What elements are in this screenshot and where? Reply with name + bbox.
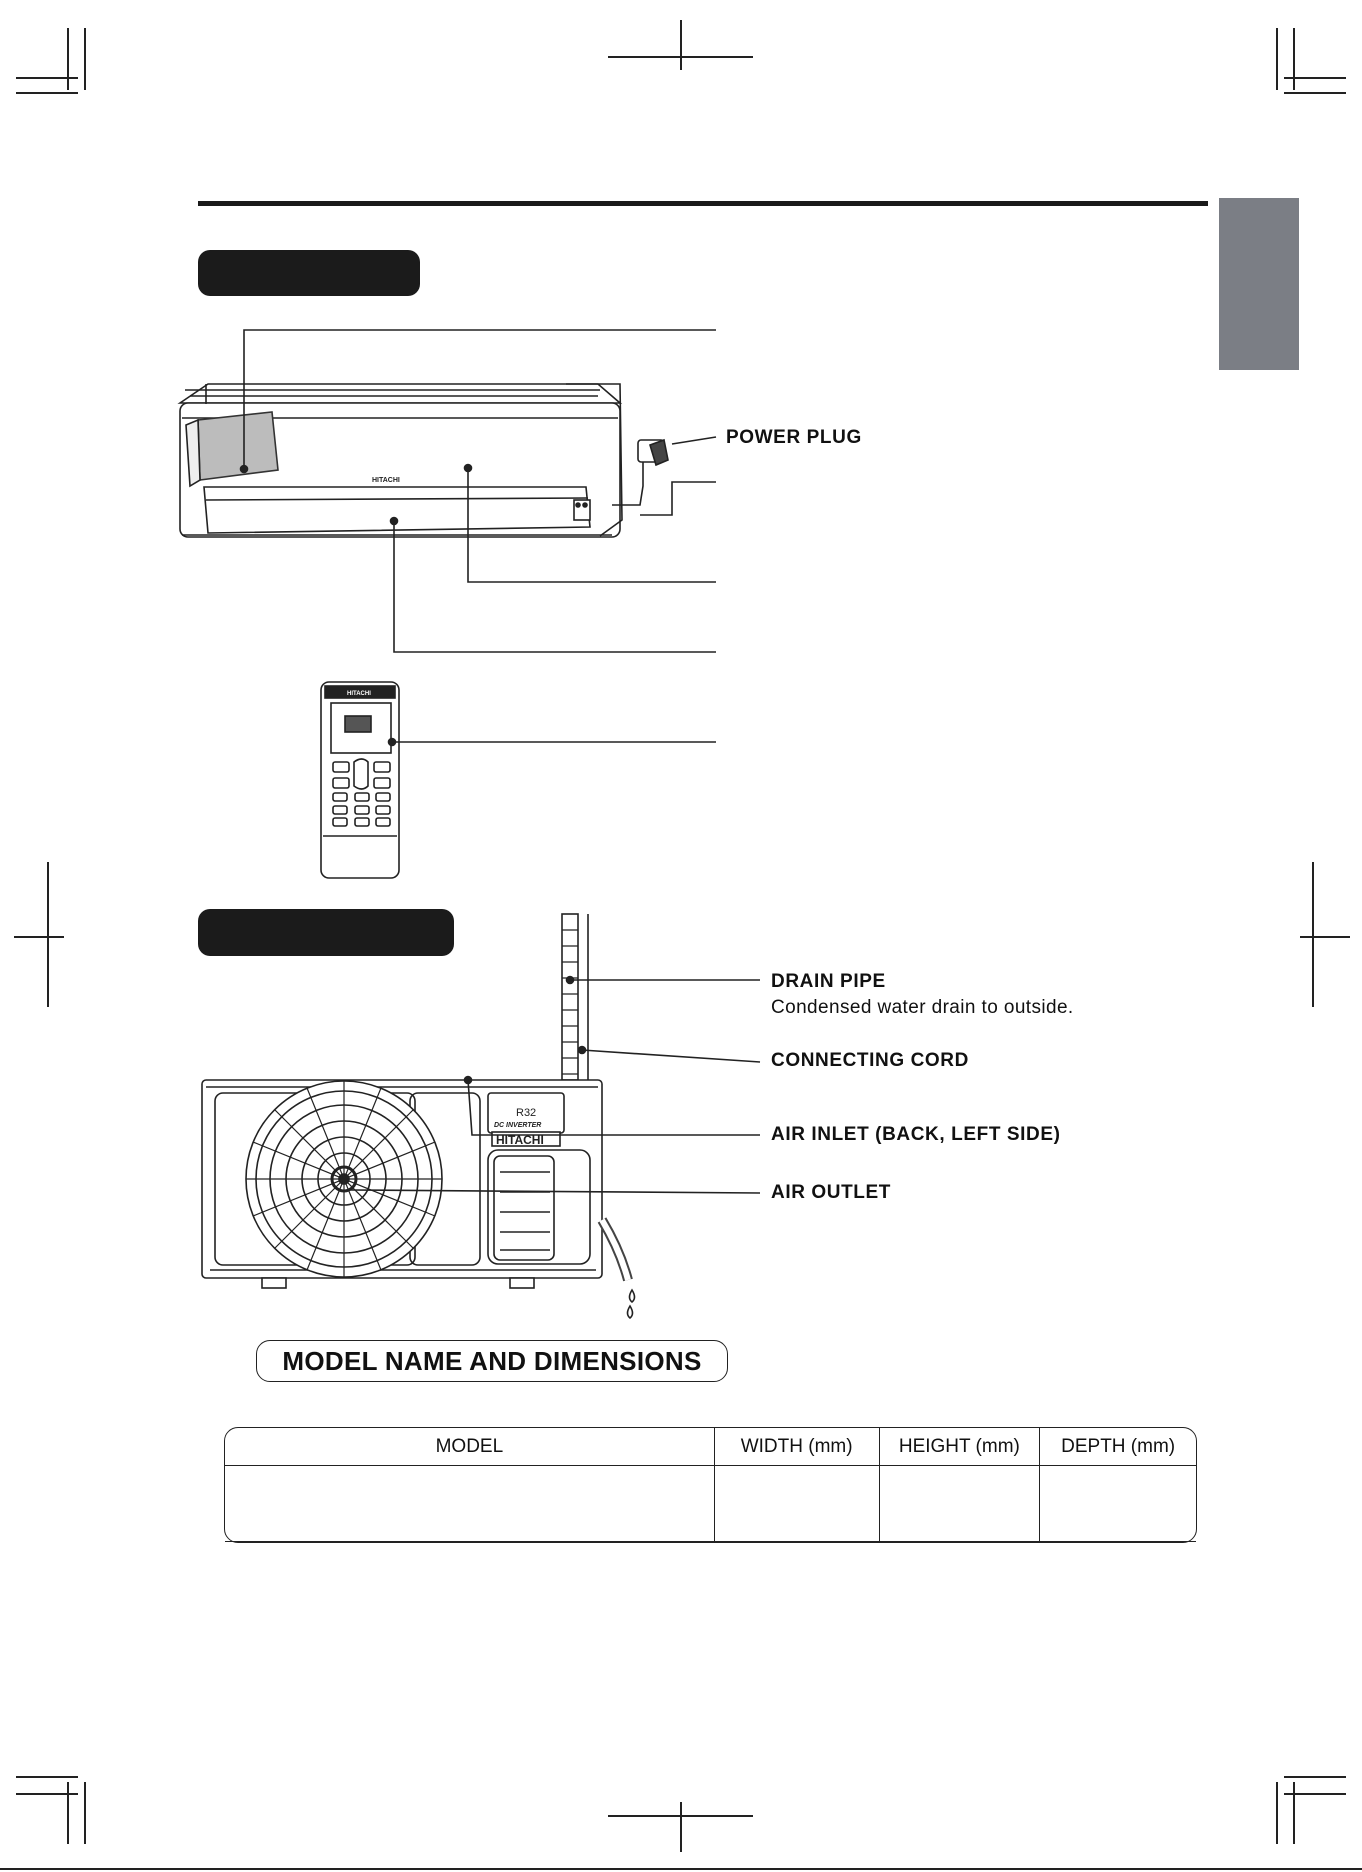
cell-height <box>880 1466 1041 1542</box>
crop-mark-bottom-left-v <box>67 1782 69 1844</box>
crop-mark-bottom-right-v <box>1276 1782 1278 1844</box>
header-model: MODEL <box>225 1428 715 1466</box>
crop-mark-bottom-right-h2 <box>1284 1793 1346 1795</box>
remote-control <box>321 682 716 878</box>
power-plug-label: POWER PLUG <box>726 427 862 448</box>
outdoor-badge: DC INVERTER <box>494 1122 542 1129</box>
outdoor-refrigerant-label: R32 <box>516 1107 537 1119</box>
crop-mark-bottom-center-h <box>608 1815 753 1817</box>
table-header-row <box>225 1428 1196 1466</box>
model-section-box <box>256 1340 728 1382</box>
outdoor-unit <box>202 914 760 1318</box>
header-width: WIDTH (mm) <box>715 1428 880 1466</box>
page-bottom-rule <box>0 1868 1362 1870</box>
crop-mark-bottom-left-h2 <box>16 1793 78 1795</box>
header-depth: DEPTH (mm) <box>1040 1428 1196 1466</box>
model-section-title: MODEL NAME AND DIMENSIONS <box>282 1346 702 1376</box>
table-row <box>225 1466 1196 1542</box>
cell-width <box>715 1466 880 1542</box>
cell-model <box>225 1466 715 1542</box>
air-inlet-label: AIR INLET (BACK, LEFT SIDE) <box>771 1124 1061 1145</box>
indoor-unit-brand: HITACHI <box>372 477 400 484</box>
header-height: HEIGHT (mm) <box>880 1428 1041 1466</box>
indoor-unit <box>180 330 716 652</box>
crop-mark-bottom-right-v2 <box>1293 1782 1295 1844</box>
drain-pipe-description: Condensed water drain to outside. <box>771 997 1074 1018</box>
crop-mark-bottom-left-h <box>16 1776 78 1778</box>
crop-mark-bottom-right-h <box>1284 1776 1346 1778</box>
connecting-cord-label: CONNECTING CORD <box>771 1050 969 1071</box>
dimensions-table <box>224 1427 1197 1543</box>
air-outlet-label: AIR OUTLET <box>771 1182 891 1203</box>
cell-depth <box>1040 1466 1196 1542</box>
outdoor-unit-brand: HITACHI <box>496 1133 544 1147</box>
drain-pipe-label: DRAIN PIPE <box>771 971 886 992</box>
remote-brand: HITACHI <box>347 691 371 697</box>
crop-mark-bottom-center-v <box>680 1802 682 1852</box>
crop-mark-bottom-left-v2 <box>84 1782 86 1844</box>
